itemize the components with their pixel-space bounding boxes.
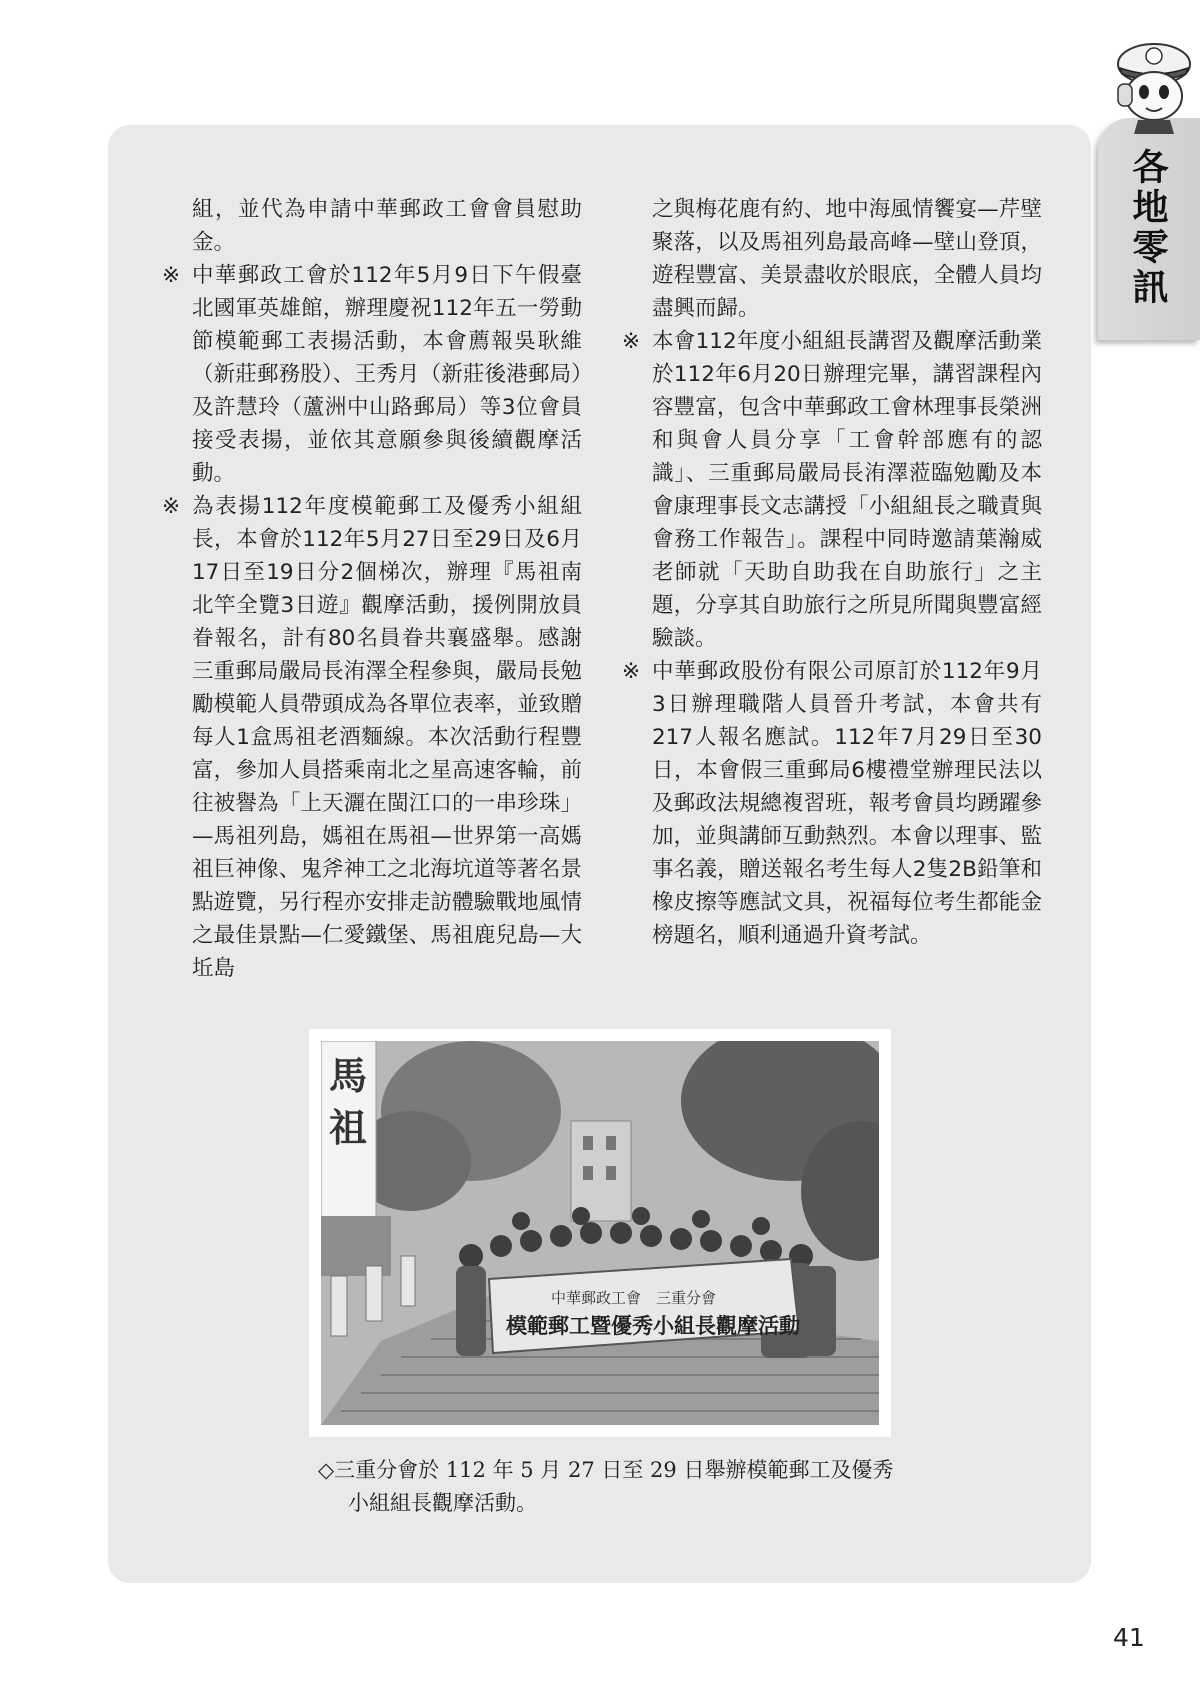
left-continuation-text: 組，並代為申請中華郵政工會會員慰助金。 <box>192 197 582 255</box>
right-column <box>622 193 1042 952</box>
sign-char-2: 祖 <box>328 1105 368 1150</box>
list-item-text: 為表揚112年度模範郵工及優秀小組組長，本會於112年5月27日至29日及6月17日至19日分2個梯次，辦理『馬祖南北竿全覽3日遊』觀摩活動，援例開放員眷報名，計有80名員眷共襄盛舉。感謝三重郵局嚴局長洧澤全程參與，嚴局長勉勵模範人員帶頭成為各單位表率，並致贈每人1盒馬祖老酒麵線。本次活動行程豐富，參加人員搭乘南北之星高速客輪，前往被譽為「上天灑在閩江口的一串珍珠」—馬祖列島，媽祖在馬祖—世界第一高媽祖巨神像、鬼斧神工之北海坑道等著名景點遊覽，另行程亦安排走訪體驗戰地風情之最佳景點—仁愛鐵堡、馬祖鹿兒島—大坵島 <box>192 494 582 981</box>
list-item-text: 中華郵政工會於112年5月9日下午假臺北國軍英雄館，辦理慶祝112年五一勞動節模範郵工表揚活動，本會薦報吳耿維（新莊郵務股）、王秀月（新莊後港郵局）及許慧玲（蘆洲中山路郵局）等3位會員接受表揚，並依其意願參與後續觀摩活動。 <box>192 263 582 486</box>
photo-frame <box>309 1029 891 1437</box>
page-number: 41 <box>1113 1623 1145 1652</box>
list-item-text: 本會112年度小組組長講習及觀摩活動業於112年6月20日辦理完畢，講習課程內容豐富，包含中華郵政工會林理事長榮洲和與會人員分享「工會幹部應有的認識」、三重郵局嚴局長洧澤蒞臨勉勵及本會康理事長文志講授「小組組長之職責與會務工作報告」。課程中同時邀請葉瀚威老師就「天助自助我在自助旅行」之主題，分享其自助旅行之所見所聞與豐富經驗談。 <box>652 329 1042 651</box>
list-item <box>622 325 1042 655</box>
sign-char-1: 馬 <box>328 1053 368 1098</box>
reference-mark: ※ <box>622 659 641 684</box>
section-tab-label: 各地零訊 <box>1127 148 1169 308</box>
group-photo <box>321 1041 879 1425</box>
photo-caption <box>318 1454 918 1520</box>
banner-line-1: 中華郵政工會 三重分會 <box>551 1289 717 1307</box>
list-item <box>162 259 582 490</box>
caption-line-2: 小組組長觀摩活動。 <box>348 1491 537 1515</box>
left-column <box>162 193 582 985</box>
list-item-text: 中華郵政股份有限公司原訂於112年9月3日辦理職階人員晉升考試，本會共有217人報名應試。112年7月29日至30日，本會假三重郵局6樓禮堂辦理民法以及郵政法規總複習班，報考會員均踴躍參加，並與講師互動熱烈。本會以理事、監事名義，贈送報名考生每人2隻2B鉛筆和橡皮擦等應試文具，祝福每位考生都能金榜題名，順利通過升資考試。 <box>652 659 1042 948</box>
reference-mark: ※ <box>622 329 641 354</box>
caption-line-1: ◇三重分會於 112 年 5 月 27 日至 29 日舉辦模範郵工及優秀 <box>318 1458 894 1482</box>
list-item <box>622 655 1042 952</box>
mascot-icon <box>1108 34 1200 134</box>
reference-mark: ※ <box>162 494 181 519</box>
list-item <box>162 490 582 985</box>
reference-mark: ※ <box>162 263 181 288</box>
group-photo-illustration <box>321 1041 879 1425</box>
banner-line-2: 模範郵工暨優秀小組長觀摩活動 <box>506 1313 800 1338</box>
right-continuation-text: 之與梅花鹿有約、地中海風情饗宴—芹壁聚落，以及馬祖列島最高峰—壁山登頂，遊程豐富、美景盡收於眼底，全體人員均盡興而歸。 <box>652 197 1042 321</box>
